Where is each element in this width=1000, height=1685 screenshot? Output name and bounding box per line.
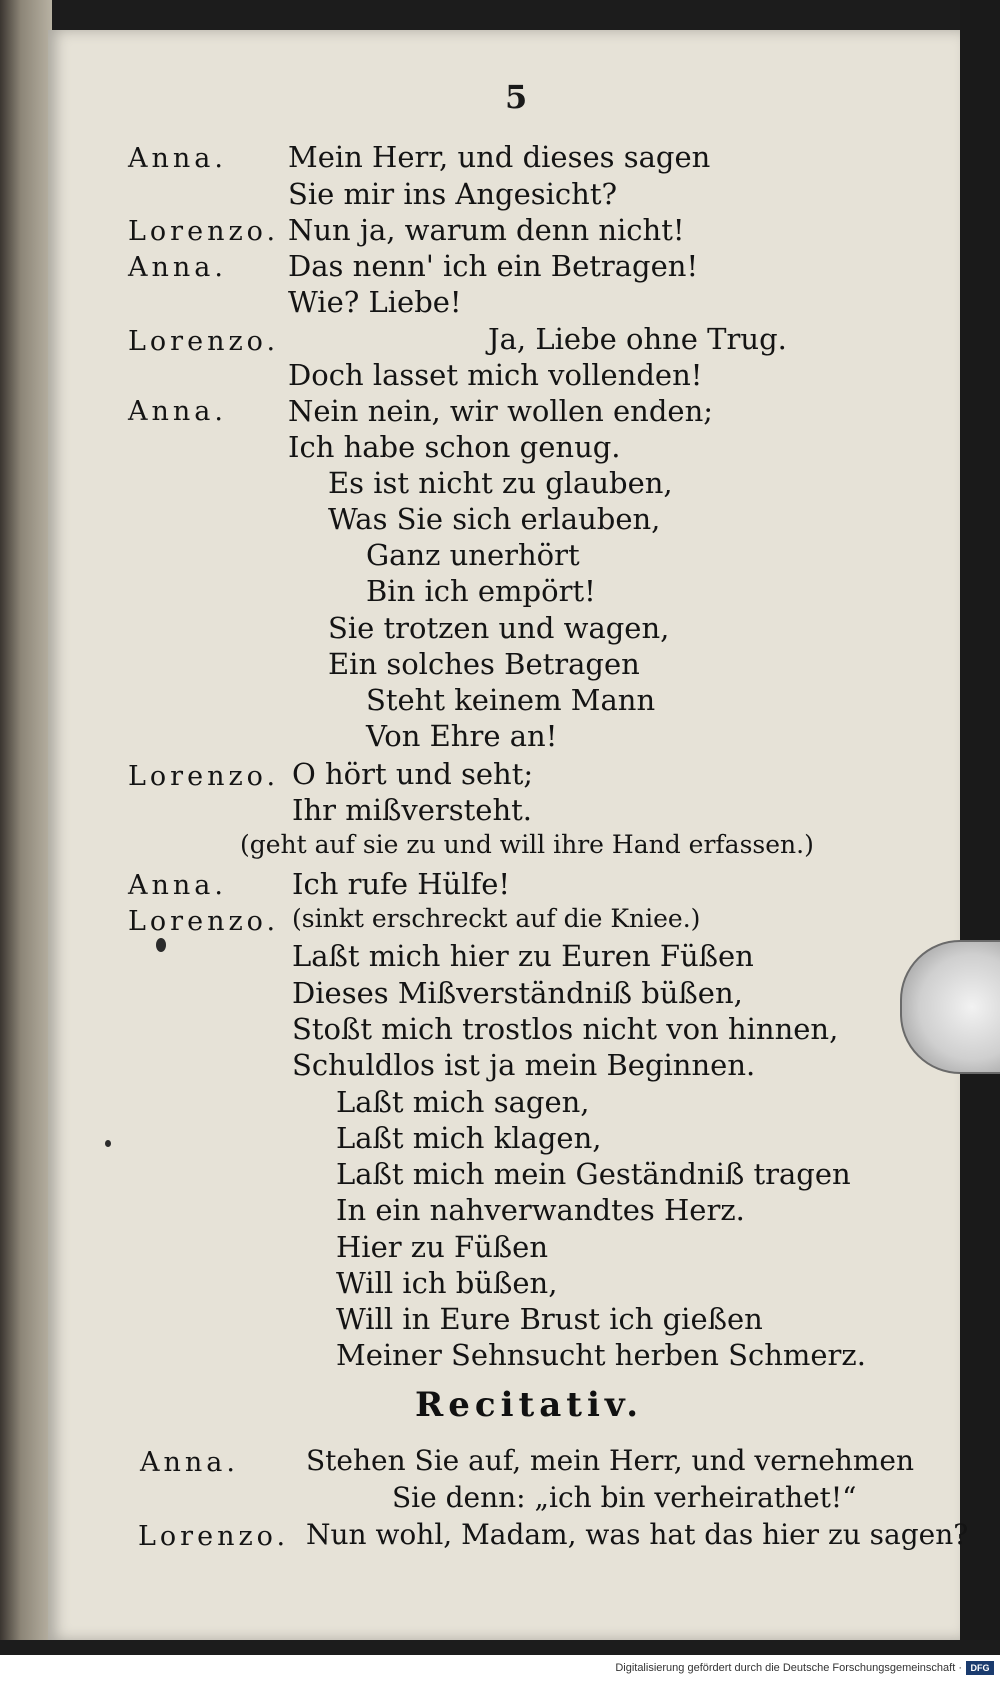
verse-line: Ganz unerhört	[366, 538, 580, 572]
verse-line: Ich rufe Hülfe!	[292, 867, 511, 901]
speaker-label: Lorenzo.	[128, 216, 280, 247]
verse-line: Laßt mich mein Geständniß tragen	[336, 1157, 851, 1191]
verse-line: Sie denn: „ich bin verheirathet!“	[392, 1481, 857, 1514]
verse-line: Meiner Sehnsucht herben Schmerz.	[336, 1338, 866, 1372]
verse-line: Was Sie sich erlauben,	[328, 502, 661, 536]
verse-line: Nun ja, warum denn nicht!	[288, 213, 685, 247]
verse-line: Hier zu Füßen	[336, 1230, 548, 1264]
verse-line: Laßt mich sagen,	[336, 1085, 590, 1119]
speaker-label: Anna.	[140, 1447, 239, 1478]
verse-line: Von Ehre an!	[366, 719, 558, 753]
dfg-logo: DFG	[966, 1661, 994, 1675]
verse-line: Mein Herr, und dieses sagen	[288, 140, 711, 174]
verse-line: Will in Eure Brust ich gießen	[336, 1302, 763, 1336]
speaker-label: Lorenzo.	[138, 1521, 290, 1552]
verse-line: Sie mir ins Angesicht?	[288, 177, 618, 211]
footer-credit: Digitalisierung gefördert durch die Deutsche Forschungsgemeinschaft ·	[615, 1662, 962, 1674]
verse-line: Sie trotzen und wagen,	[328, 611, 670, 645]
verse-line: Ein solches Betragen	[328, 647, 640, 681]
verse-line: O hört und seht;	[292, 757, 534, 791]
verse-line: Bin ich empört!	[366, 574, 596, 608]
verse-line: Ihr mißversteht.	[292, 793, 533, 827]
digitization-footer	[0, 1655, 1000, 1685]
stage-direction: (geht auf sie zu und will ihre Hand erfassen.)	[240, 830, 814, 859]
page-marker-tab	[900, 940, 1000, 1074]
scan-background	[960, 0, 1000, 1640]
ink-spot	[105, 1140, 111, 1147]
verse-line: Will ich büßen,	[336, 1266, 558, 1300]
verse-line: In ein nahverwandtes Herz.	[336, 1193, 745, 1227]
page-number: 5	[505, 78, 528, 116]
verse-line: Doch lasset mich vollenden!	[288, 358, 703, 392]
speaker-label: Anna.	[128, 396, 227, 427]
verse-line: Laßt mich klagen,	[336, 1121, 602, 1155]
section-heading: Recitativ.	[415, 1385, 644, 1425]
verse-line: Nein nein, wir wollen enden;	[288, 394, 714, 428]
verse-line: Dieses Mißverständniß büßen,	[292, 976, 743, 1010]
ink-spot	[156, 938, 166, 952]
speaker-label: Anna.	[128, 870, 227, 901]
verse-line: Stoßt mich trostlos nicht von hinnen,	[292, 1012, 839, 1046]
verse-line: Nun wohl, Madam, was hat das hier zu sagen?	[306, 1518, 969, 1551]
speaker-label: Lorenzo.	[128, 326, 280, 357]
book-spine-edge	[0, 0, 52, 1640]
speaker-label: Lorenzo.	[128, 761, 280, 792]
speaker-label: Anna.	[128, 143, 227, 174]
verse-line: Stehen Sie auf, mein Herr, und vernehmen	[306, 1444, 914, 1477]
verse-line: Wie? Liebe!	[288, 285, 462, 319]
verse-line: Ich habe schon genug.	[288, 430, 621, 464]
verse-line: Das nenn' ich ein Betragen!	[288, 249, 699, 283]
verse-line: Schuldlos ist ja mein Beginnen.	[292, 1048, 756, 1082]
stage-direction: (sinkt erschreckt auf die Kniee.)	[292, 904, 701, 933]
speaker-label: Anna.	[128, 252, 227, 283]
verse-line: Es ist nicht zu glauben,	[328, 466, 673, 500]
verse-line: Laßt mich hier zu Euren Füßen	[292, 939, 754, 973]
verse-line: Ja, Liebe ohne Trug.	[488, 322, 787, 356]
speaker-label: Lorenzo.	[128, 906, 280, 937]
verse-line: Steht keinem Mann	[366, 683, 656, 717]
